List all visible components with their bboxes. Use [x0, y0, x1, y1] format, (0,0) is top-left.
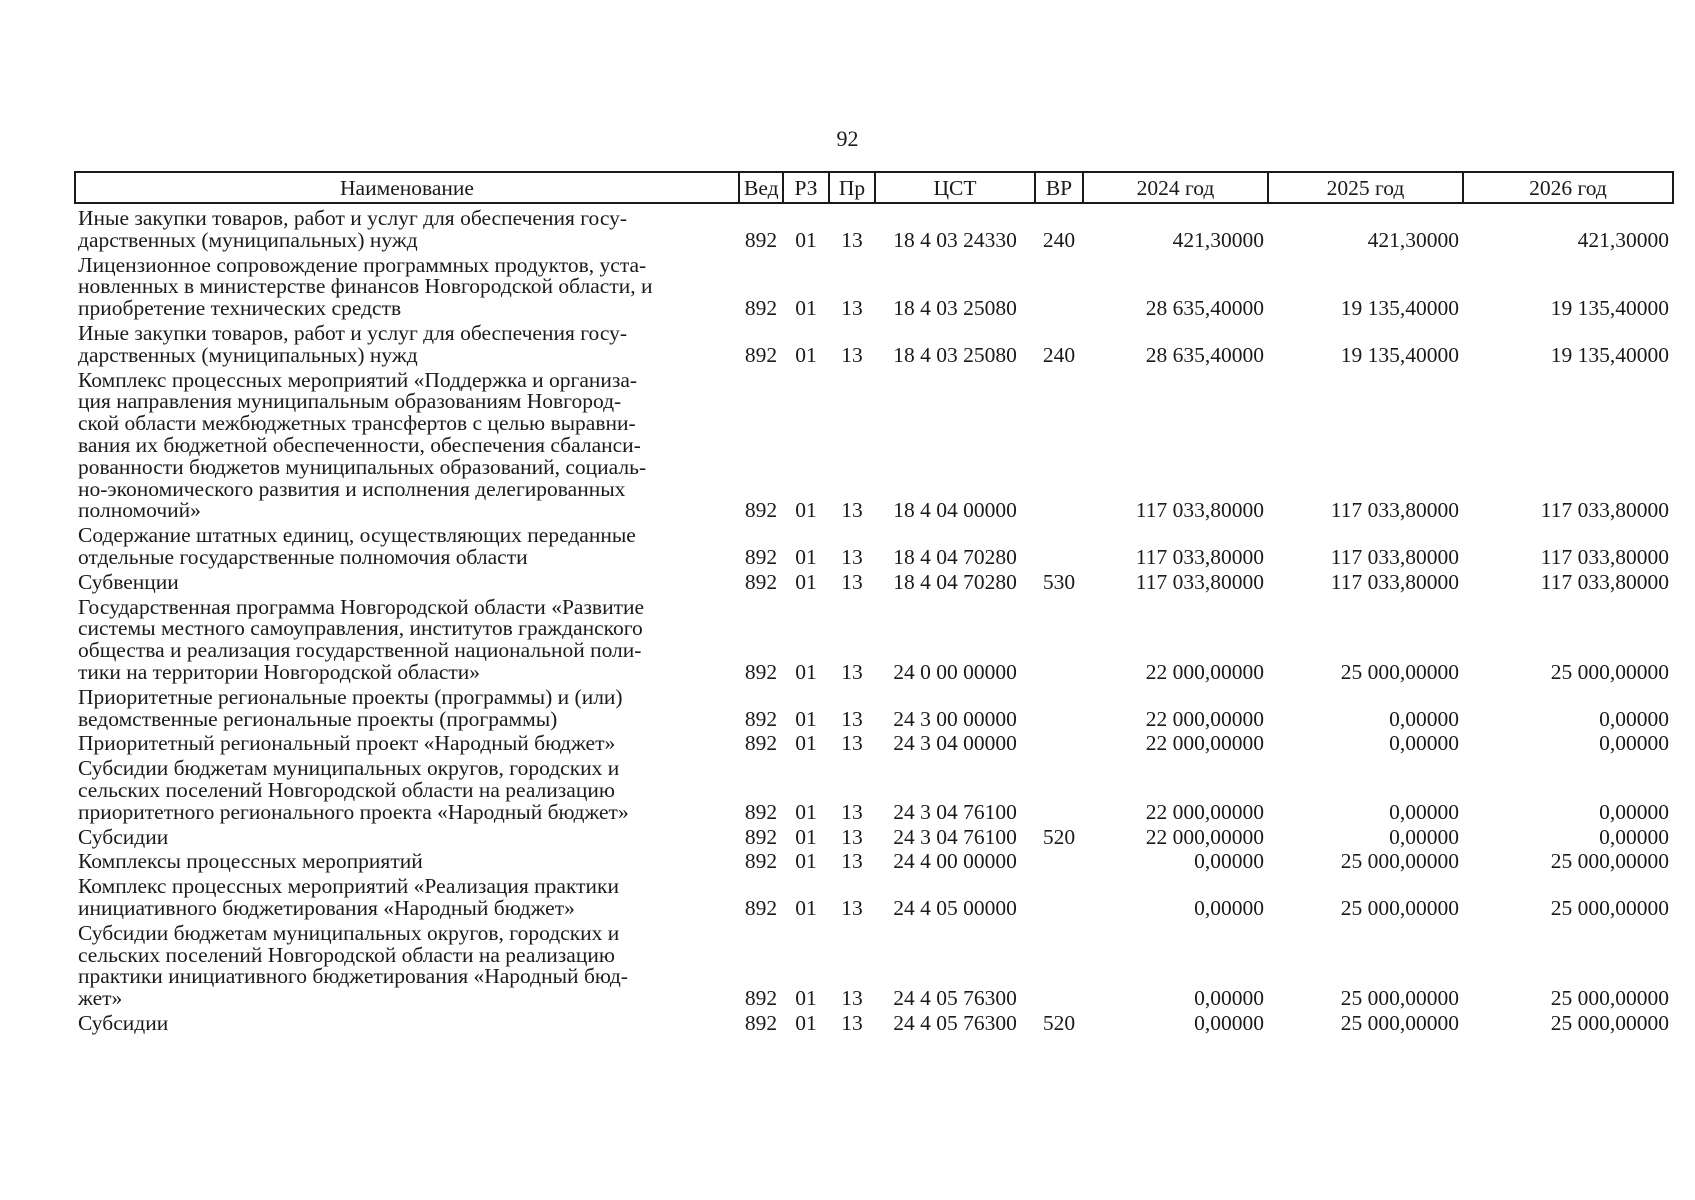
cell-vr: 240	[1042, 342, 1076, 367]
cell-ved: 892	[744, 569, 778, 594]
cell-rz: 01	[795, 544, 817, 569]
cell-cst: 18 4 04 70280	[893, 569, 1017, 594]
cell-cst: 18 4 03 25080	[893, 296, 1017, 321]
cell-ved: 892	[744, 731, 778, 756]
cell-2026: 0,00000	[1599, 799, 1669, 824]
name-line: ской области межбюджетных трансфертов с целью выравни-	[78, 411, 636, 436]
cell-2024: 22 000,00000	[1145, 799, 1264, 824]
cell-vr	[1035, 851, 1083, 876]
cell-cst: 24 3 04 00000	[893, 731, 1017, 756]
cell-name	[75, 569, 739, 597]
cell-pr: 13	[841, 1010, 863, 1035]
cell-name	[75, 525, 739, 572]
cell-name	[75, 758, 739, 826]
header-row	[75, 172, 1673, 203]
cell-vr	[1035, 687, 1083, 734]
cell-name	[75, 684, 739, 734]
cell-2025: 25 000,00000	[1340, 895, 1459, 920]
cell-pr: 13	[841, 895, 863, 920]
name-line: системы местного самоуправления, институтов гражданского	[78, 616, 643, 641]
cell-pr: 13	[841, 227, 863, 252]
table-row	[75, 851, 1673, 876]
cell-pr: 13	[841, 342, 863, 367]
cell-rz: 01	[795, 1010, 817, 1035]
cell-rz: 01	[795, 824, 817, 849]
name-line: Содержание штатных единиц, осуществляющих переданные	[78, 523, 636, 548]
cell-2024: 117 033,80000	[1135, 498, 1264, 523]
name-line: Субсидии	[78, 824, 169, 849]
table-row	[75, 923, 1673, 1013]
header-2025: 2025 год	[1268, 172, 1463, 203]
cell-name	[75, 920, 739, 1013]
cell-pr: 13	[841, 731, 863, 756]
cell-rz: 01	[795, 342, 817, 367]
cell-name	[75, 851, 739, 876]
name-line: новленных в министерстве финансов Новгородской области, и	[78, 274, 653, 299]
cell-pr: 13	[841, 706, 863, 731]
cell-ved: 892	[744, 824, 778, 849]
cell-2026: 421,30000	[1577, 227, 1669, 252]
cell-rz: 01	[795, 706, 817, 731]
name-line: рованности бюджетов муниципальных образований, социаль-	[78, 454, 647, 479]
name-line: Приоритетные региональные проекты (программы) и (или)	[78, 684, 623, 709]
cell-cst: 18 4 03 25080	[893, 342, 1017, 367]
name-line: инициативного бюджетирования «Народный бюджет»	[78, 895, 575, 920]
cell-2025: 117 033,80000	[1330, 544, 1459, 569]
name-line: ведомственные региональные проекты (программы)	[78, 706, 558, 731]
name-line: сельских поселений Новгородской области на реализацию	[78, 777, 615, 802]
header-vr: ВР	[1035, 172, 1083, 203]
cell-rz: 01	[795, 296, 817, 321]
cell-ved: 892	[744, 342, 778, 367]
cell-2026: 0,00000	[1599, 706, 1669, 731]
cell-2025: 25 000,00000	[1340, 849, 1459, 874]
table-row	[75, 758, 1673, 826]
budget-table	[74, 171, 1674, 1038]
cell-ved: 892	[744, 706, 778, 731]
cell-name	[75, 367, 739, 526]
name-line: вания их бюджетной обеспеченности, обеспечения сбаланси-	[78, 432, 641, 457]
cell-vr	[1035, 370, 1083, 526]
name-line: дарственных (муниципальных) нужд	[78, 342, 418, 367]
cell-pr: 13	[841, 569, 863, 594]
cell-pr: 13	[841, 544, 863, 569]
cell-pr: 13	[841, 824, 863, 849]
table-body	[75, 203, 1673, 1038]
cell-2025: 0,00000	[1389, 824, 1459, 849]
cell-name	[75, 320, 739, 370]
cell-2026: 117 033,80000	[1540, 569, 1669, 594]
cell-cst: 24 3 00 00000	[893, 706, 1017, 731]
cell-2024: 22 000,00000	[1145, 706, 1264, 731]
table-row	[75, 597, 1673, 687]
cell-2024: 22 000,00000	[1145, 659, 1264, 684]
name-line: общества и реализация государственной национальной поли-	[78, 638, 642, 663]
cell-2026: 19 135,40000	[1550, 342, 1669, 367]
name-line: тики на территории Новгородской области»	[78, 659, 481, 684]
page-number: 92	[836, 126, 859, 151]
name-line: Комплекс процессных мероприятий «Реализация практики	[78, 874, 619, 899]
name-line: Комплексы процессных мероприятий	[78, 849, 423, 874]
header-name: Наименование	[75, 172, 739, 203]
cell-2024: 0,00000	[1194, 986, 1264, 1011]
cell-vr: 520	[1042, 824, 1076, 849]
name-line: Иные закупки товаров, работ и услуг для обеспечения госу-	[78, 320, 627, 345]
table-row	[75, 827, 1673, 852]
cell-2024: 117 033,80000	[1135, 544, 1264, 569]
cell-2026: 0,00000	[1599, 731, 1669, 756]
cell-pr: 13	[841, 498, 863, 523]
cell-2025: 117 033,80000	[1330, 569, 1459, 594]
cell-rz: 01	[795, 659, 817, 684]
cell-cst: 24 4 00 00000	[893, 849, 1017, 874]
cell-cst: 24 4 05 76300	[893, 986, 1017, 1011]
cell-pr: 13	[841, 296, 863, 321]
cell-2026: 25 000,00000	[1550, 1010, 1669, 1035]
cell-2026: 117 033,80000	[1540, 498, 1669, 523]
cell-vr	[1035, 525, 1083, 572]
cell-pr: 13	[841, 659, 863, 684]
cell-2024: 22 000,00000	[1145, 731, 1264, 756]
table-row	[75, 733, 1673, 758]
cell-vr	[1035, 923, 1083, 1013]
header-pr: Пр	[829, 172, 875, 203]
table-row	[75, 687, 1673, 734]
name-line: Приоритетный региональный проект «Народный бюджет»	[78, 731, 616, 756]
cell-2024: 28 635,40000	[1145, 342, 1264, 367]
cell-vr	[1035, 758, 1083, 826]
cell-vr	[1035, 876, 1083, 923]
table-header	[75, 172, 1673, 203]
cell-name	[75, 1010, 739, 1038]
cell-ved: 892	[744, 849, 778, 874]
cell-2025: 19 135,40000	[1340, 296, 1459, 321]
cell-2025: 117 033,80000	[1330, 498, 1459, 523]
cell-pr: 13	[841, 799, 863, 824]
cell-rz: 01	[795, 227, 817, 252]
cell-ved: 892	[744, 498, 778, 523]
name-line: сельских поселений Новгородской области на реализацию	[78, 942, 615, 967]
name-line: но-экономического развития и исполнения делегированных	[78, 476, 626, 501]
cell-ved: 892	[744, 659, 778, 684]
name-line: Субсидии	[78, 1010, 169, 1035]
table-row	[75, 203, 1673, 255]
cell-2026: 25 000,00000	[1550, 895, 1669, 920]
cell-cst: 18 4 04 00000	[893, 498, 1017, 523]
cell-pr: 13	[841, 849, 863, 874]
cell-2024: 0,00000	[1194, 895, 1264, 920]
name-line: полномочий»	[78, 498, 201, 523]
cell-cst: 24 3 04 76100	[893, 799, 1017, 824]
table-row	[75, 572, 1673, 597]
cell-name	[75, 203, 739, 255]
name-line: приобретение технических средств	[78, 296, 402, 321]
cell-rz: 01	[795, 498, 817, 523]
cell-ved: 892	[744, 986, 778, 1011]
name-line: отдельные государственные полномочия области	[78, 544, 528, 569]
cell-cst: 24 3 04 76100	[893, 824, 1017, 849]
cell-vr: 240	[1042, 227, 1076, 252]
cell-ved: 892	[744, 895, 778, 920]
name-line: приоритетного регионального проекта «Народный бюджет»	[78, 799, 629, 824]
cell-2025: 421,30000	[1367, 227, 1459, 252]
cell-2024: 421,30000	[1172, 227, 1264, 252]
header-rz: РЗ	[783, 172, 829, 203]
cell-rz: 01	[795, 731, 817, 756]
cell-2025: 0,00000	[1389, 706, 1459, 731]
cell-rz: 01	[795, 895, 817, 920]
name-line: Комплекс процессных мероприятий «Поддержка и организа-	[78, 367, 638, 392]
table-row	[75, 876, 1673, 923]
cell-cst: 18 4 03 24330	[893, 227, 1017, 252]
cell-2025: 25 000,00000	[1340, 986, 1459, 1011]
table-row	[75, 323, 1673, 370]
table-row	[75, 525, 1673, 572]
cell-vr	[1035, 255, 1083, 323]
cell-2025: 25 000,00000	[1340, 1010, 1459, 1035]
name-line: дарственных (муниципальных) нужд	[78, 227, 418, 252]
cell-2024: 28 635,40000	[1145, 296, 1264, 321]
cell-rz: 01	[795, 986, 817, 1011]
cell-2026: 25 000,00000	[1550, 986, 1669, 1011]
cell-ved: 892	[744, 799, 778, 824]
cell-2025: 0,00000	[1389, 799, 1459, 824]
cell-2024: 117 033,80000	[1135, 569, 1264, 594]
cell-rz: 01	[795, 799, 817, 824]
cell-2026: 25 000,00000	[1550, 659, 1669, 684]
cell-name	[75, 252, 739, 323]
cell-2026: 0,00000	[1599, 824, 1669, 849]
cell-name	[75, 824, 739, 852]
cell-2025: 25 000,00000	[1340, 659, 1459, 684]
cell-vr: 530	[1042, 569, 1076, 594]
name-line: жет»	[78, 986, 123, 1011]
name-line: Субвенции	[78, 569, 179, 594]
cell-rz: 01	[795, 849, 817, 874]
cell-2026: 117 033,80000	[1540, 544, 1669, 569]
name-line: Субсидии бюджетам муниципальных округов, городских и	[78, 756, 620, 781]
cell-cst: 24 0 00 00000	[893, 659, 1017, 684]
cell-ved: 892	[744, 296, 778, 321]
cell-name	[75, 876, 739, 923]
cell-2024: 0,00000	[1194, 849, 1264, 874]
cell-ved: 892	[744, 544, 778, 569]
cell-name	[75, 733, 739, 758]
cell-name	[75, 594, 739, 687]
cell-2024: 0,00000	[1194, 1010, 1264, 1035]
header-2024: 2024 год	[1083, 172, 1268, 203]
cell-2025: 19 135,40000	[1340, 342, 1459, 367]
name-line: Субсидии бюджетам муниципальных округов, городских и	[78, 920, 620, 945]
cell-2025: 0,00000	[1389, 731, 1459, 756]
cell-cst: 24 4 05 76300	[893, 1010, 1017, 1035]
cell-vr	[1035, 733, 1083, 758]
header-ved: Вед	[739, 172, 783, 203]
name-line: ция направления муниципальным образованиям Новгород-	[78, 389, 622, 414]
cell-cst: 18 4 04 70280	[893, 544, 1017, 569]
cell-ved: 892	[744, 227, 778, 252]
table-row	[75, 255, 1673, 323]
cell-ved: 892	[744, 1010, 778, 1035]
table-row	[75, 1013, 1673, 1038]
cell-cst: 24 4 05 00000	[893, 895, 1017, 920]
cell-vr	[1035, 597, 1083, 687]
name-line: практики инициативного бюджетирования «Народный бюд-	[78, 964, 628, 989]
cell-2026: 25 000,00000	[1550, 849, 1669, 874]
cell-2026: 19 135,40000	[1550, 296, 1669, 321]
cell-2024: 22 000,00000	[1145, 824, 1264, 849]
name-line: Иные закупки товаров, работ и услуг для обеспечения госу-	[78, 206, 627, 230]
name-line: Государственная программа Новгородской области «Развитие	[78, 594, 645, 619]
header-cst: ЦСТ	[875, 172, 1035, 203]
header-2026: 2026 год	[1463, 172, 1673, 203]
cell-vr: 520	[1042, 1010, 1076, 1035]
name-line: Лицензионное сопровождение программных продуктов, уста-	[78, 252, 647, 277]
cell-rz: 01	[795, 569, 817, 594]
table-row	[75, 370, 1673, 526]
cell-pr: 13	[841, 986, 863, 1011]
